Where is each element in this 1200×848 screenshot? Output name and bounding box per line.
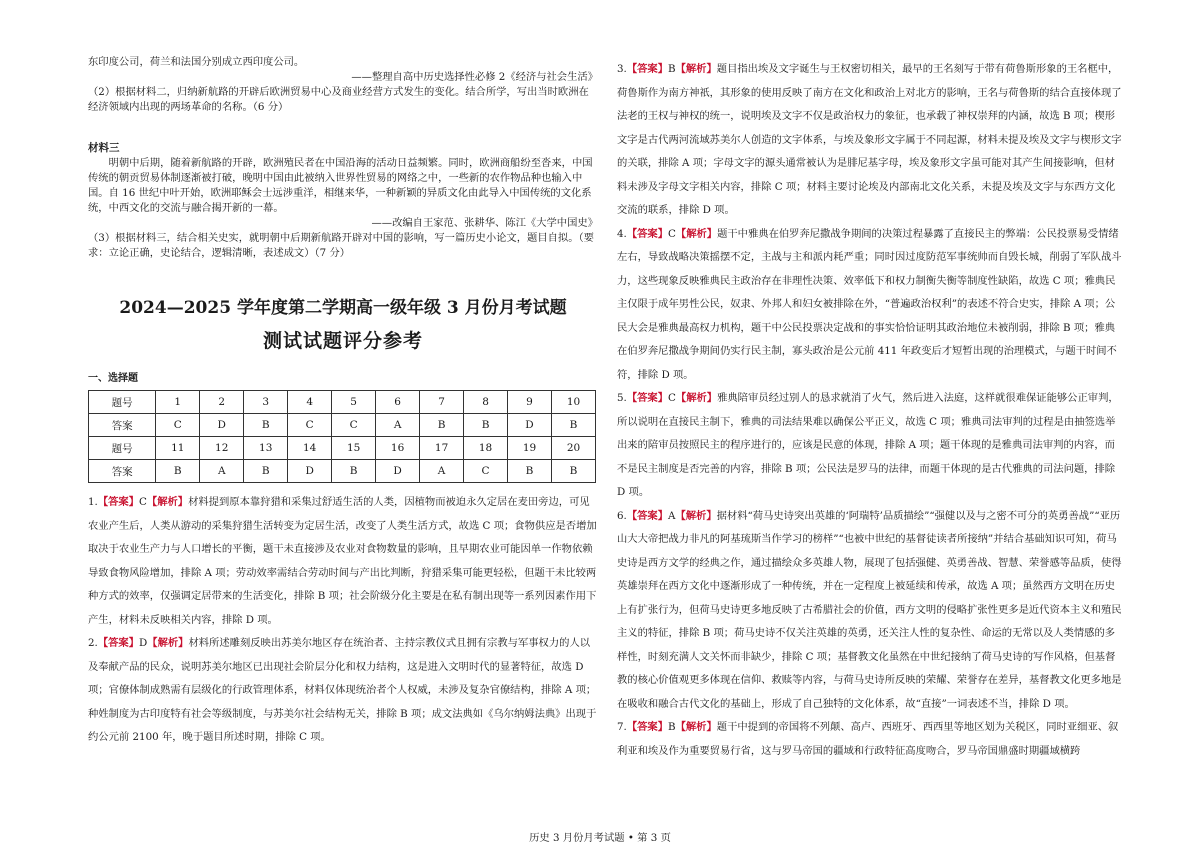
question-number-cell: 12 (200, 437, 244, 460)
question-number-cell: 8 (464, 391, 508, 414)
table-row (89, 460, 596, 483)
answer-tag: 【答案】 (626, 63, 669, 75)
answer-cell: B (244, 460, 288, 483)
item-number: 5. (617, 392, 627, 404)
table-row (89, 414, 596, 437)
answer-cell: A (420, 460, 464, 483)
answer-cell: D (288, 460, 332, 483)
material2-source: ——整理自高中历史选择性必修 2《经济与社会生活》 (351, 71, 598, 83)
answer-cell: D (200, 414, 244, 437)
item-number: 3. (617, 63, 627, 75)
right-column (617, 58, 1125, 763)
answer-table (88, 390, 596, 483)
answer-tag: 【答案】 (626, 392, 669, 404)
answer-cell: C (156, 414, 200, 437)
question-number-cell: 19 (508, 437, 552, 460)
row-label: 答案 (89, 460, 156, 483)
answer-cell: B (552, 460, 596, 483)
answer-cell: D (376, 460, 420, 483)
question-number-cell: 3 (244, 391, 288, 414)
page-footer: 历史 3 月份月考试题 • 第 3 页 (529, 832, 671, 844)
answer-tag: 【答案】 (626, 509, 669, 522)
question-number-cell: 6 (376, 391, 420, 414)
answer-cell: B (508, 460, 552, 483)
analysis-tag: 【解析】 (675, 227, 718, 240)
question-number-cell: 2 (200, 391, 244, 414)
answer-item-4 (617, 223, 1125, 388)
analysis-text: 题干中雅典在伯罗奔尼撒战争期间的决策过程暴露了直接民主的弊端：公民投票易受情绪左右，导致战略决策摇摆不定，主战与主和派内耗严重；同时因过度防范军事统帅而自毁长城，削弱了军队战斗力，这些现象反映雅典民主政治存在非理性决策、效率低下和权力制衡失衡等制度性缺陷，故选 C 项；雅典民主仅限于成年男性公民，奴隶、外邦人和妇女被排除在外，“普遍政治权利”的表述不符合史实，排除 A 项；公民大会是雅典最高权力机构，题干中公民投票决定战和的事实恰恰证明其政治地位未被削弱，排除 B 项；雅典在伯罗奔尼撒战争期间仍实行民主制，寡头政治是公元前 411 年政变后才短暂出现的治理模式，与题干时间不符，排除 D 项。 (617, 227, 1122, 381)
analysis-text: 雅典陪审员经过别人的恳求就消了火气，然后进入法庭，这样就很难保证能够公正审判，所以说明在直接民主制下，雅典的司法结果难以确保公平正义，故选 C 项；雅典司法审判的过程是由抽签选举出来的陪审员按照民主的程序进行的，应该是民意的体现，排除 A 项；题干体现的是雅典司法审判的内容，而不是民主制度是否完善的内容，排除 B 项；公民法是罗马的法律，而题干体现的是古代雅典的司法问题，排除 D 项。 (617, 392, 1119, 498)
left-column (88, 0, 598, 750)
question-3: （3）根据材料三，结合相关史实，就明朝中后期新航路开辟对中国的影响，写一篇历史小论文，题目自拟。（要求：立论正确，史论结合，逻辑清晰，表述成文）（7 分） (88, 232, 594, 259)
answer-cell: B (244, 414, 288, 437)
analysis-tag: 【解析】 (146, 496, 189, 508)
answer-item-1 (88, 491, 598, 632)
analysis-text: 材料所述雕刻反映出苏美尔地区存在统治者、主持宗教仪式且拥有宗教与军事权力的人以及奉献产品的民众，说明苏美尔地区已出现社会阶层分化和权力结构，这是进入文明时代的显著特征，故选 D 项；官僚体制成熟需有层级化的行政管理体系，材料仅体现统治者个人权威，未涉及复杂官僚结构，排除 A 项；种姓制度为古印度特有社会等级制度，与苏美尔社会结构无关，排除 B 项；成文法典如《乌尔纳姆法典》出现于约公元前 2100 年，晚于题目所述时期，排除 C 项。 (88, 637, 597, 743)
analysis-tag: 【解析】 (147, 637, 189, 649)
item-number: 6. (617, 509, 627, 522)
question-number-cell: 4 (288, 391, 332, 414)
question-number-cell: 10 (552, 391, 596, 414)
answer-list-left (88, 491, 598, 750)
answer-letter: B (668, 63, 676, 75)
answer-letter: D (139, 637, 148, 649)
row-label: 答案 (89, 414, 156, 437)
question-number-cell: 11 (156, 437, 200, 460)
row-label: 题号 (89, 437, 156, 460)
answer-cell: C (288, 414, 332, 437)
answer-letter: A (668, 509, 676, 522)
answer-item-6 (617, 505, 1125, 717)
row-label: 题号 (89, 391, 156, 414)
analysis-text: 材料提到原本靠狩猎和采集过舒适生活的人类，因植物而被迫永久定居在麦田旁边，可见农业产生后，人类从游动的采集狩猎生活转变为定居生活，改变了人类生活方式，故选 C 项；食物供应是否增加取决于农业生产力与人口增长的平衡，题干未直接涉及农业对食物数量的影响，且早期农业可能因单一作物依赖导致食物风险增加，排除 A 项；劳动效率需结合劳动时间与产出比判断，狩猎采集可能更轻松，但题干未比较两种方式的效率，仅强调定居带来的生活变化，排除 B 项；社会阶级分化主要是在私有制出现等一系列因素作用下产生，材料未反映相关内容，排除 D 项。 (88, 496, 597, 626)
question-number-cell: 5 (332, 391, 376, 414)
table-row (89, 391, 596, 414)
answer-item-5 (617, 387, 1125, 505)
answer-cell: B (420, 414, 464, 437)
analysis-text: 题目指出埃及文字诞生与王权密切相关，最早的王名刻写于带有荷鲁斯形象的王名框中，荷鲁斯作为南方神祇，其形象的使用反映了南方在文化和政治上对北方的影响，王名与荷鲁斯的结合直接体现了法老的王权与神权的统一，说明埃及文字不仅是政治权力的象征，也承载了神权崇拜的内涵，故选 B 项；楔形文字是古代两河流域苏美尔人创造的文字体系，与埃及象形文字属于不同起源，材料未提及埃及文字与楔形文字的关联，排除 A 项；字母文字的源头通常被认为是腓尼基字母，埃及象形文字虽可能对其产生间接影响，但材料未涉及字母文字相关内容，排除 C 项；材料主要讨论埃及内部南北文化关系，未提及埃及文字与东西方文化交流的联系，排除 D 项。 (617, 63, 1122, 216)
answer-tag: 【答案】 (626, 721, 669, 733)
question-number-cell: 18 (464, 437, 508, 460)
answer-item-3 (617, 58, 1125, 223)
exam-title: 2024—2025 学年度第二学期高一级年级 3 月份月考试题 (119, 298, 567, 318)
analysis-tag: 【解析】 (675, 721, 717, 733)
item-number: 1. (88, 496, 98, 508)
answer-tag: 【答案】 (626, 227, 669, 240)
material3-text: 明朝中后期，随着新航路的开辟，欧洲殖民者在中国沿海的活动日益频繁。同时，欧洲商船纷至沓来，中国传统的朝贡贸易体制逐渐被打破，晚明中国由此被纳入世界性贸易的网络之中，一些新的农作物品种也输入中国。自 16 世纪中叶开始，欧洲耶稣会士远涉重洋，相继来华，一种新颖的异质文化由此导入中国传统的文化系统，中西文化的交流与融合揭开新的一幕。 (88, 157, 593, 214)
question-2: （2）根据材料二，归纳新航路的开辟后欧洲贸易中心及商业经营方式发生的变化。结合所学，写出当时欧洲在经济领域内出现的两场革命的名称。（6 分） (88, 86, 589, 113)
question-number-cell: 13 (244, 437, 288, 460)
answer-cell: C (464, 460, 508, 483)
analysis-tag: 【解析】 (675, 63, 717, 75)
material3-title: 材料三 (88, 142, 120, 154)
question-number-cell: 20 (552, 437, 596, 460)
item-number: 2. (88, 637, 98, 649)
answer-cell: B (156, 460, 200, 483)
material2-tail: 东印度公司，荷兰和法国分别成立西印度公司。 (88, 56, 305, 68)
section-heading: 一、选择题 (88, 373, 138, 384)
question-number-cell: 1 (156, 391, 200, 414)
answer-item-7 (617, 716, 1125, 763)
table-row (89, 437, 596, 460)
answer-cell: B (332, 460, 376, 483)
item-number: 7. (617, 721, 627, 733)
material3-source: ——改编自王家范、张耕华、陈江《大学中国史》 (371, 217, 598, 229)
answer-tag: 【答案】 (97, 637, 140, 649)
answer-item-2 (88, 632, 598, 750)
item-number: 4. (617, 227, 627, 240)
answer-cell: D (508, 414, 552, 437)
answer-key-title: 测试试题评分参考 (262, 330, 423, 352)
answer-letter: C (668, 392, 676, 404)
answer-cell: A (376, 414, 420, 437)
answer-letter: C (139, 496, 147, 508)
analysis-text: 题干中提到的帝国将不列颠、高卢、西班牙、西西里等地区划为关税区，同时亚细亚、叙利亚和埃及作为重要贸易行省，这与罗马帝国的疆域和行政特征高度吻合，罗马帝国鼎盛时期疆域横跨 (617, 721, 1119, 757)
question-number-cell: 7 (420, 391, 464, 414)
analysis-tag: 【解析】 (675, 509, 717, 522)
analysis-tag: 【解析】 (675, 392, 718, 404)
question-number-cell: 17 (420, 437, 464, 460)
question-number-cell: 16 (376, 437, 420, 460)
answer-letter: B (668, 721, 676, 733)
question-number-cell: 9 (508, 391, 552, 414)
answer-tag: 【答案】 (97, 496, 140, 508)
answer-cell: C (332, 414, 376, 437)
answer-cell: B (464, 414, 508, 437)
answer-cell: A (200, 460, 244, 483)
question-number-cell: 14 (288, 437, 332, 460)
analysis-text: 据材料“荷马史诗突出英雄的‘阿瑞特’品质描绘”“强健以及与之密不可分的英勇善战”“亚历山大大帝把战力非凡的阿基琉斯当作学习的榜样”“也被中世纪的基督徒读者所接纳”并结合基础知识可知，荷马史诗是西方文学的经典之作，通过描绘众多英雄人物，展现了包括强健、英勇善战、智慧、荣誉感等品质，使得英雄崇拜在西方文化中逐渐形成了一种传统，并在一定程度上被延续和传承，故选 A 项；虽然西方文明在历史上有扩张行为，但荷马史诗更多地反映了古希腊社会的价值，西方文明的侵略扩张性更多是近代资本主义和殖民主义的特征，排除 B 项；荷马史诗不仅关注英雄的英勇，还关注人性的复杂性、命运的无常以及人类情感的多样性，时刻充满人文关怀而非缺少，排除 C 项；基督教文化虽然在中世纪接纳了荷马史诗的写作风格，但基督教的核心价值观更多体现在信仰、救赎等内容，与荷马史诗所反映的荣耀、荣誉存在差异，基督教文化更多地是在吸收和融合古代文化的基础上，形成了自己独特的文化体系，故“直接”一词表述不当，排除 D 项。 (617, 509, 1122, 710)
question-number-cell: 15 (332, 437, 376, 460)
answer-letter: C (668, 227, 676, 240)
answer-cell: B (552, 414, 596, 437)
